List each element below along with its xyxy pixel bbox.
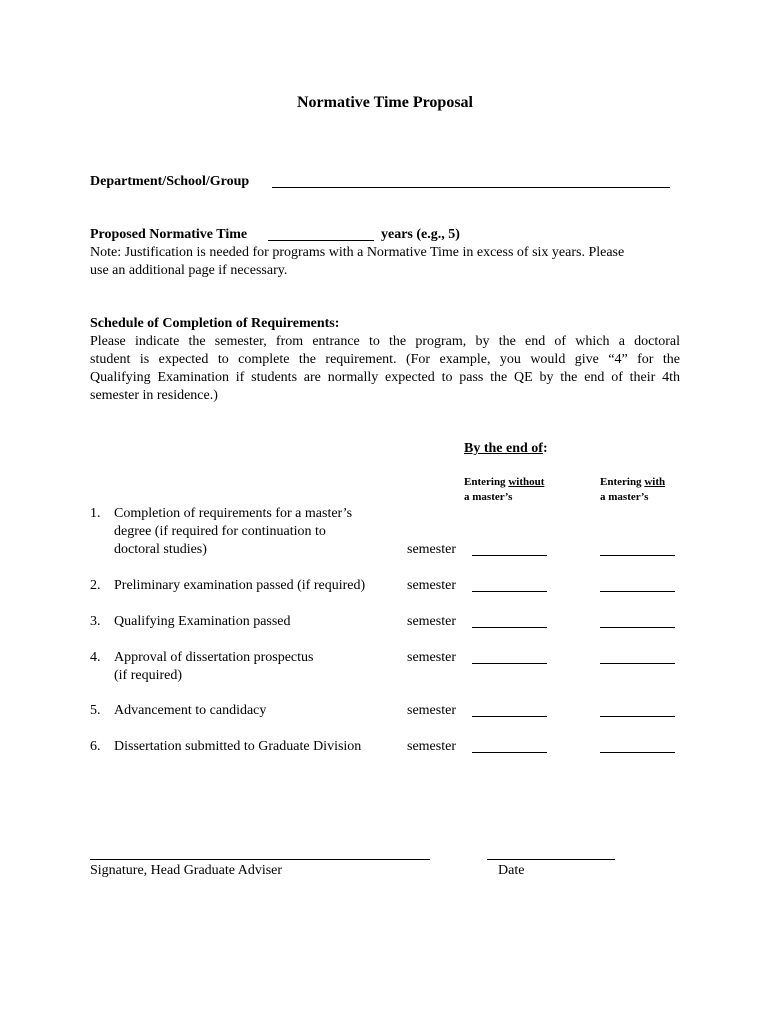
without-masters-field-6[interactable] <box>472 752 547 753</box>
with-masters-field-2[interactable] <box>600 591 675 592</box>
semester-label: semester <box>407 650 456 665</box>
semester-label: semester <box>407 739 456 754</box>
col-without-masters-header <box>464 475 544 505</box>
without-masters-field-2[interactable] <box>472 591 547 592</box>
item-number: 4. <box>90 650 101 665</box>
with-masters-field-1[interactable] <box>600 555 675 556</box>
page-title: Normative Time Proposal <box>297 94 473 111</box>
item-number: 1. <box>90 506 101 521</box>
col1-prefix: Entering <box>464 476 509 488</box>
col-with-masters-header <box>600 475 665 505</box>
normative-time-suffix: years (e.g., 5) <box>381 227 460 242</box>
semester-label: semester <box>407 614 456 629</box>
semester-label: semester <box>407 542 456 557</box>
semester-label: semester <box>407 578 456 593</box>
with-masters-field-5[interactable] <box>600 716 675 717</box>
schedule-body-line1: Please indicate the semester, from entrance to the program, by the end of which a doctoral <box>90 334 680 349</box>
with-masters-field-4[interactable] <box>600 663 675 664</box>
item-text-line: Completion of requirements for a master’s <box>114 506 353 521</box>
semester-label: semester <box>407 703 456 718</box>
normative-time-label: Proposed Normative Time <box>90 227 248 242</box>
without-masters-field-4[interactable] <box>472 663 547 664</box>
item-number: 6. <box>90 739 101 754</box>
date-label: Date <box>498 863 525 878</box>
item-text-line: Preliminary examination passed (if required) <box>114 578 366 593</box>
normative-note-line1: Note: Justification is needed for programs with a Normative Time in excess of six years. Please <box>90 245 625 260</box>
schedule-body-line3: Qualifying Examination if students are normally expected to pass the QE by the end of their 4th <box>90 370 680 385</box>
schedule-heading: Schedule of Completion of Requirements: <box>90 316 340 331</box>
by-end-of-header <box>464 440 548 458</box>
with-masters-field-6[interactable] <box>600 752 675 753</box>
item-text-line: Approval of dissertation prospectus <box>114 650 314 665</box>
item-text-line: Qualifying Examination passed <box>114 614 291 629</box>
department-field[interactable] <box>272 187 670 188</box>
with-masters-field-3[interactable] <box>600 627 675 628</box>
item-text-line: degree (if required for continuation to <box>114 524 326 539</box>
col2-line2: a master’s <box>600 491 649 503</box>
item-number: 5. <box>90 703 101 718</box>
normative-time-field[interactable] <box>268 240 374 241</box>
schedule-body-line2: student is expected to complete the requirement. (For example, you would give “4” for the <box>90 352 680 367</box>
col1-line2: a master’s <box>464 491 513 503</box>
item-text-line: (if required) <box>114 668 183 683</box>
by-end-of-colon: : <box>542 441 548 456</box>
item-text-line: Advancement to candidacy <box>114 703 267 718</box>
normative-note-line2: use an additional page if necessary. <box>90 263 288 278</box>
item-number: 3. <box>90 614 101 629</box>
without-masters-field-3[interactable] <box>472 627 547 628</box>
signature-label: Signature, Head Graduate Adviser <box>90 863 283 878</box>
col2-prefix: Entering <box>600 476 645 488</box>
item-number: 2. <box>90 578 101 593</box>
schedule-body-line4: semester in residence.) <box>90 388 218 403</box>
date-field[interactable] <box>487 859 615 860</box>
col2-emphasis: with <box>644 476 666 488</box>
signature-field[interactable] <box>90 859 430 860</box>
without-masters-field-1[interactable] <box>472 555 547 556</box>
item-text-line: Dissertation submitted to Graduate Division <box>114 739 362 754</box>
item-text-line: doctoral studies) <box>114 542 207 557</box>
col1-emphasis: without <box>508 476 545 488</box>
by-end-of-text: By the end of <box>464 441 543 456</box>
department-label: Department/School/Group <box>90 174 250 189</box>
without-masters-field-5[interactable] <box>472 716 547 717</box>
